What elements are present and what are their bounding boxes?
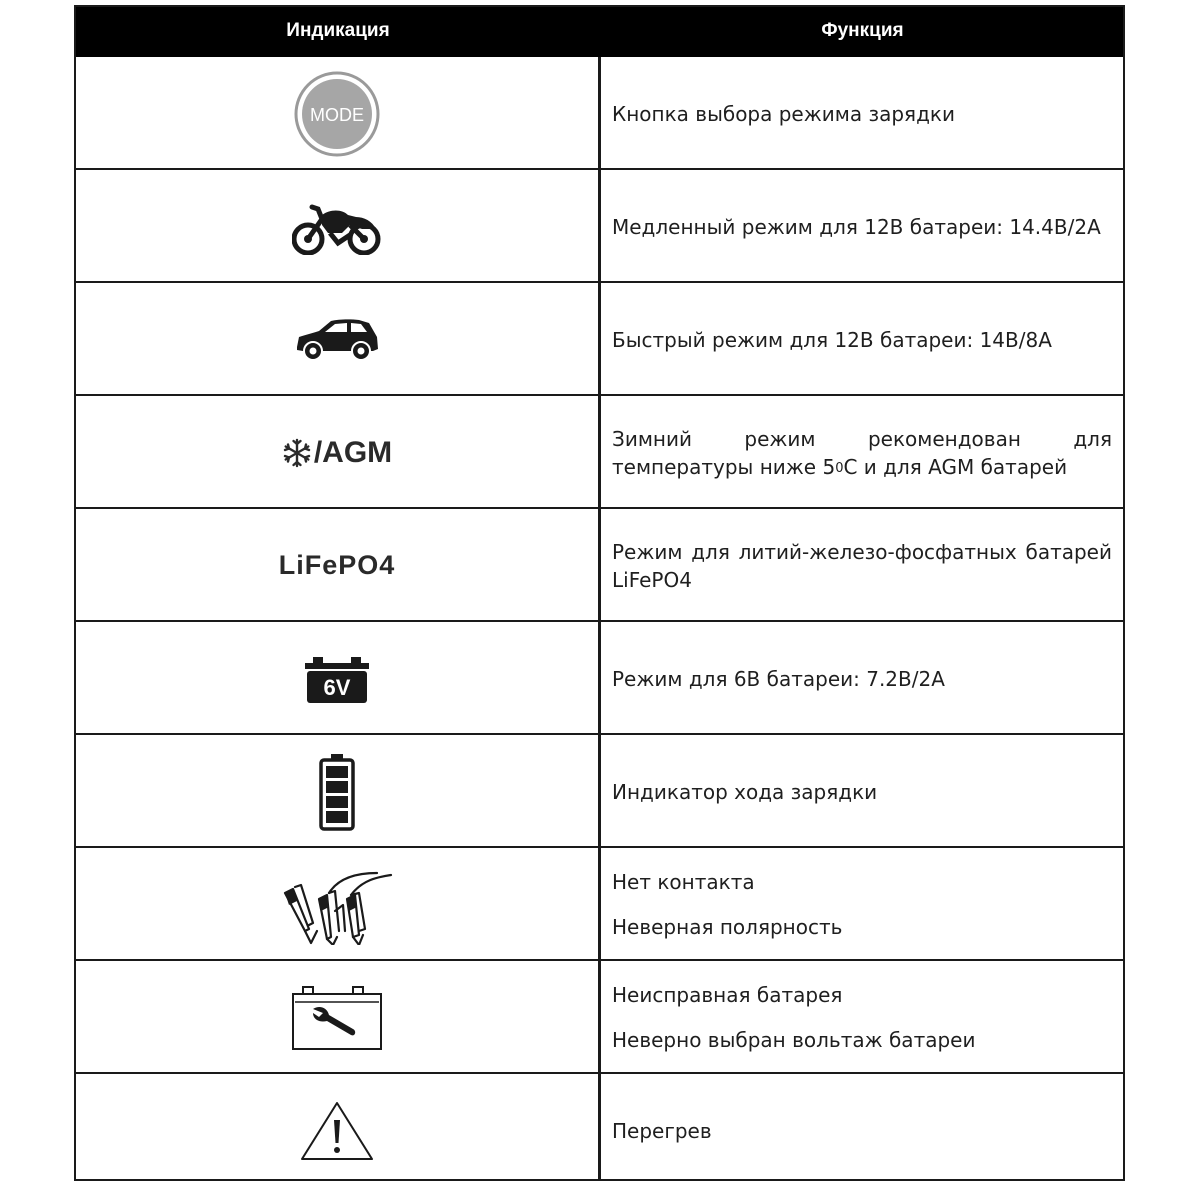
- header-indication: Индикация: [286, 20, 390, 41]
- table-row: [76, 509, 1123, 622]
- mode-button-icon: [294, 71, 380, 157]
- row-description: Быстрый режим для 12В батареи: 14В/8А: [612, 327, 1052, 352]
- snowflake-icon: [282, 438, 312, 468]
- agm-text: /AGM: [313, 435, 393, 469]
- indication-table: [74, 5, 1125, 1181]
- row-description: Медленный режим для 12В батареи: 14.4В/2А: [612, 214, 1101, 239]
- battery-wrench-icon: [291, 985, 383, 1051]
- table-row: [76, 170, 1123, 283]
- car-icon: [293, 317, 381, 363]
- warning-triangle-icon: [299, 1100, 375, 1162]
- table-row: [76, 1074, 1123, 1187]
- row-description: Кнопка выбора режима зарядки: [612, 101, 955, 126]
- clamps-icon: [281, 865, 393, 945]
- header-function: Функция: [821, 20, 904, 41]
- row-description: Перегрев: [612, 1118, 712, 1143]
- table-row: [76, 283, 1123, 396]
- table-row: [76, 848, 1123, 961]
- battery-6v-label: 6V: [323, 674, 351, 700]
- winter-agm-label: [282, 436, 392, 470]
- table-row: [76, 961, 1123, 1074]
- lifepo4-label: LiFePO4: [278, 550, 396, 580]
- charge-progress-icon: [319, 753, 355, 831]
- mode-label: MODE: [310, 104, 364, 125]
- row-description: Неисправная батарея: [612, 983, 843, 1007]
- battery-6v-icon: [303, 653, 371, 705]
- row-description: Зимний режим рекомендован для температуры ниже $5^0С$ и для AGM батарей: [612, 426, 1112, 479]
- table-row: [76, 57, 1123, 170]
- row-description: Нет контакта: [612, 870, 755, 894]
- row-description: Неверная полярность: [612, 915, 843, 939]
- table-row: [76, 396, 1123, 509]
- motorcycle-icon: [292, 199, 382, 255]
- row-description: Неверно выбран вольтаж батареи: [612, 1028, 976, 1052]
- row-description: Индикатор хода зарядки: [612, 779, 878, 804]
- table-row: [76, 735, 1123, 848]
- table-row: [76, 622, 1123, 735]
- row-description: Режим для 6В батареи: 7.2В/2А: [612, 666, 945, 691]
- table-header: [76, 7, 1123, 57]
- row-description: Режим для литий-железо-фосфатных батарей LiFePO4: [612, 539, 1112, 592]
